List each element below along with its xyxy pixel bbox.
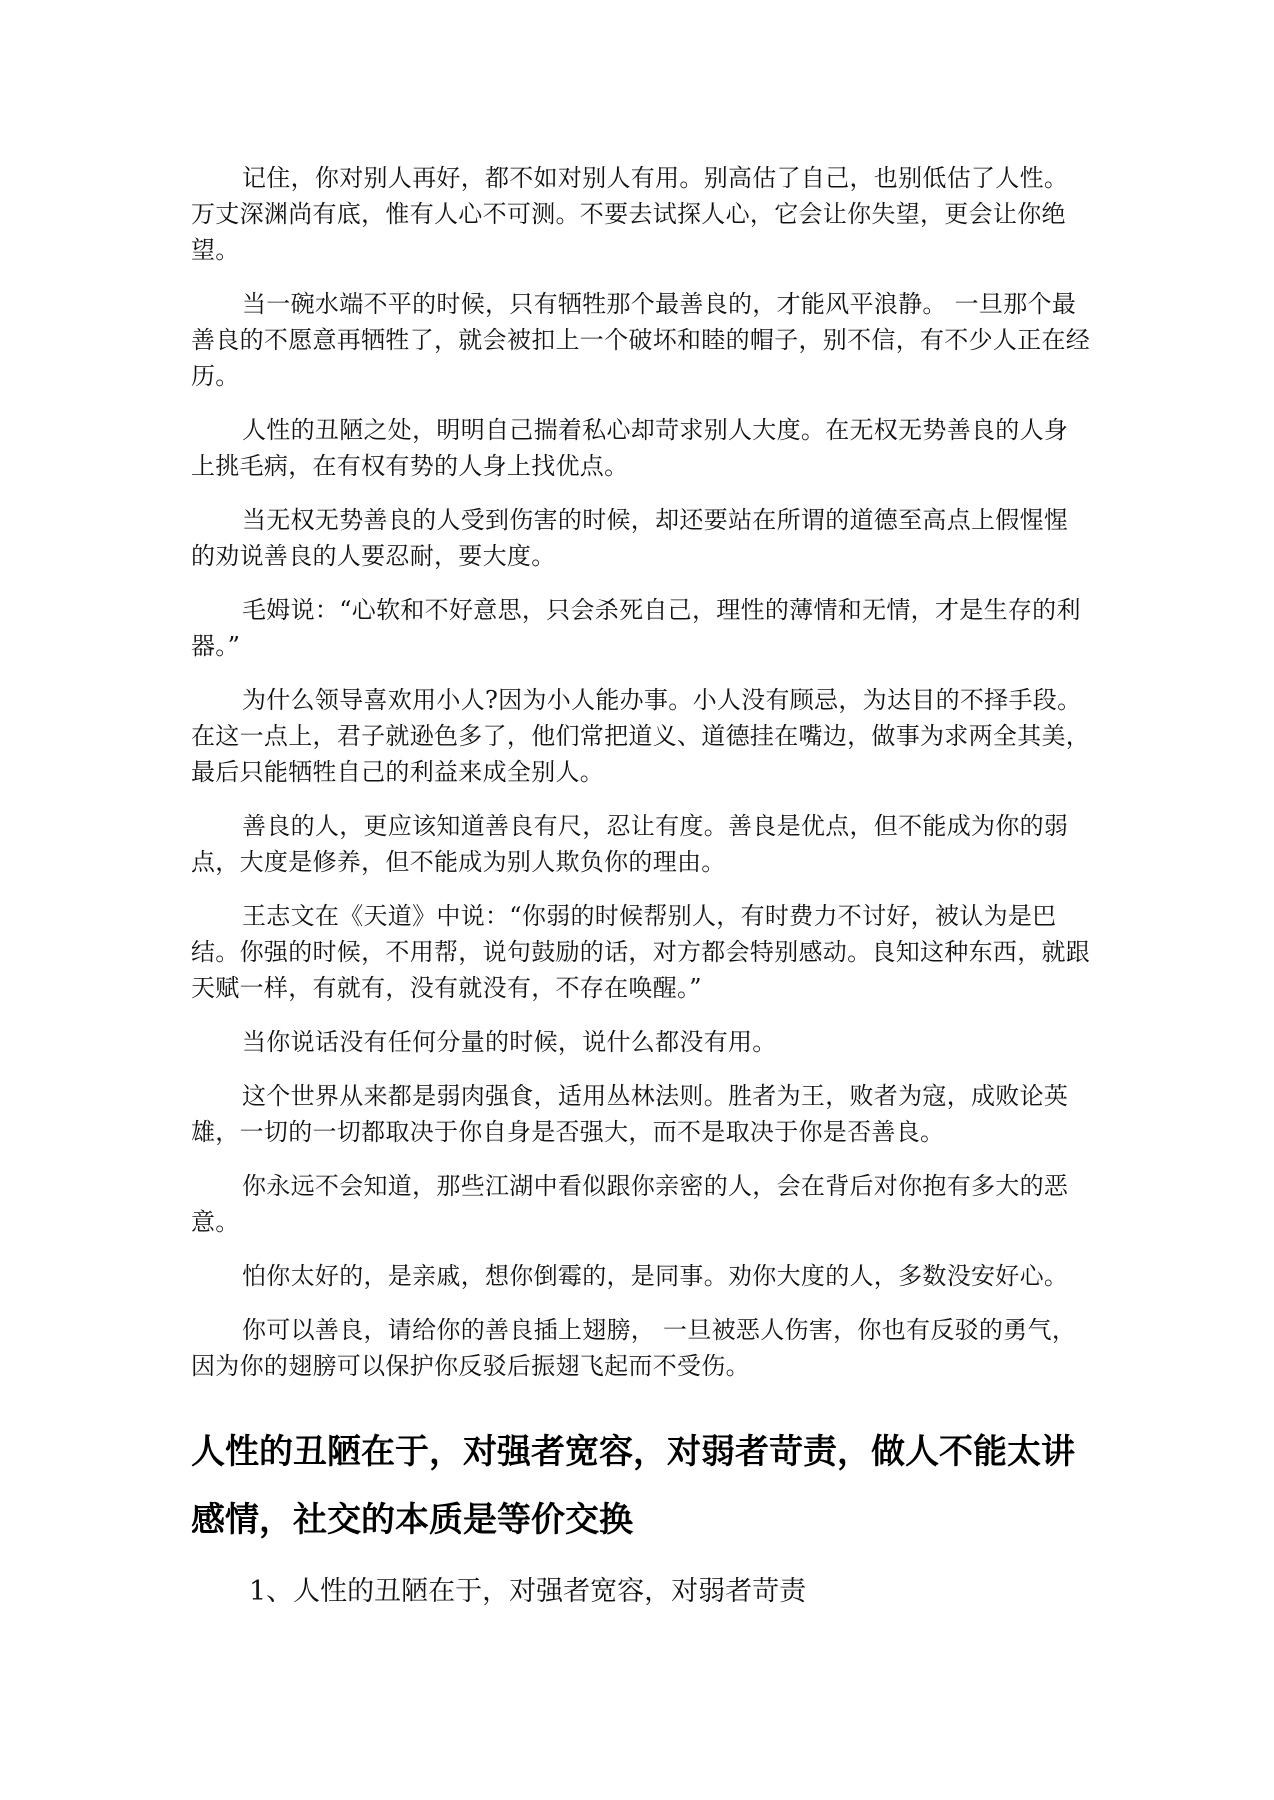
paragraph-7: 善良的人，更应该知道善良有尺，忍让有度。善良是优点，但不能成为你的弱点，大度是修养，但不能成为别人欺负你的理由。: [191, 812, 1069, 876]
paragraph-9: 当你说话没有任何分量的时候，说什么都没有用。: [242, 1028, 777, 1056]
paragraph-8: 王志文在《天道》中说：“你弱的时候帮别人，有时费力不讨好，被认为是巴结。你强的时候，不用帮，说句鼓励的话，对方都会特别感动。良知这种东西，就跟天赋一样，有就有，没有就没有，不存在唤醒。”: [191, 902, 1091, 1002]
paragraph-10: 这个世界从来都是弱肉强食，适用丛林法则。胜者为王，败者为寇，成败论英雄，一切的一切都取决于你自身是否强大，而不是取决于你是否善良。: [191, 1082, 1069, 1146]
paragraph-1: 记住，你对别人再好，都不如对别人有用。别高估了自己，也别低估了人性。万丈深渊尚有底，惟有人心不可测。不要去试探人心，它会让你失望，更会让你绝望。: [191, 164, 1069, 264]
paragraph-6: 为什么领导喜欢用小人?因为小人能办事。小人没有顾忌，为达目的不择手段。在这一点上，君子就逊色多了，他们常把道义、道德挂在嘴边，做事为求两全其美，最后只能牺牲自己的利益来成全别人。: [191, 686, 1091, 786]
paragraph-11: 你永远不会知道，那些江湖中看似跟你亲密的人，会在背后对你抱有多大的恶意。: [191, 1172, 1069, 1236]
paragraph-4: 当无权无势善良的人受到伤害的时候，却还要站在所谓的道德至高点上假惺惺的劝说善良的人要忍耐，要大度。: [191, 506, 1069, 570]
paragraph-12: 怕你太好的，是亲戚，想你倒霉的，是同事。劝你大度的人，多数没安好心。: [242, 1262, 1069, 1290]
paragraph-3: 人性的丑陋之处，明明自己揣着私心却苛求别人大度。在无权无势善良的人身上挑毛病，在有权有势的人身上找优点。: [191, 416, 1069, 480]
section-subheading: 1、人性的丑陋在于，对强者宽容，对弱者苛责: [249, 1576, 807, 1607]
paragraph-2: 当一碗水端不平的时候，只有牺牲那个最善良的，才能风平浪静。 一旦那个最善良的不愿意再牺牲了，就会被扣上一个破坏和睦的帽子，别不信，有不少人正在经历。: [191, 290, 1091, 390]
section-heading: 人性的丑陋在于，对强者宽容，对弱者苛责，做人不能太讲感情，社交的本质是等价交换: [191, 1432, 1075, 1540]
paragraph-13: 你可以善良，请给你的善良插上翅膀， 一旦被恶人伤害，你也有反驳的勇气，因为你的翅膀可以保护你反驳后振翅飞起而不受伤。: [191, 1316, 1077, 1380]
paragraph-5: 毛姆说：“心软和不好意思，只会杀死自己，理性的薄情和无情，才是生存的利器。”: [191, 596, 1081, 660]
document-body: [191, 160, 1091, 1612]
